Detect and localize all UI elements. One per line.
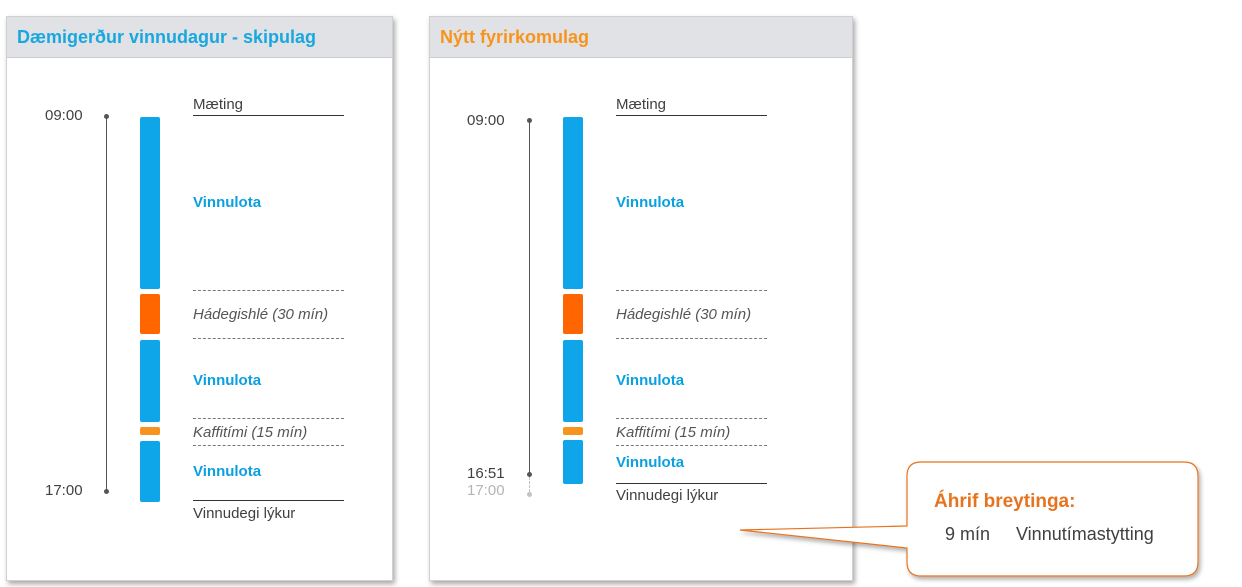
new-schedule-title: Nýtt fyrirkomulag: [430, 17, 852, 58]
callout-bubble: [740, 462, 1198, 576]
work-label-2: Vinnulota: [193, 372, 262, 389]
work-label-1: Vinnulota: [193, 194, 262, 211]
new-end-time-label: 16:51: [467, 465, 505, 482]
work-label-3: Vinnulota: [193, 463, 262, 480]
work-label-1: Vinnulota: [616, 194, 685, 211]
lunch-label: Hádegishlé (30 mín): [193, 306, 329, 323]
coffee-label: Kaffitími (15 mín): [616, 424, 731, 441]
end-label: Vinnudegi lýkur: [616, 487, 719, 504]
start-time-label: 09:00: [45, 107, 83, 124]
end-label: Vinnudegi lýkur: [193, 505, 296, 522]
start-time-label: 09:00: [467, 112, 505, 129]
old-end-time-label: 17:00: [467, 482, 505, 499]
impact-description: Vinnutímastytting: [1016, 524, 1154, 544]
coffee-label: Kaffitími (15 mín): [193, 424, 308, 441]
work-label-2: Vinnulota: [616, 372, 685, 389]
arrival-label: Mæting: [193, 96, 244, 113]
lunch-label: Hádegishlé (30 mín): [616, 306, 752, 323]
impact-value: 9 mín: [945, 524, 991, 544]
impact-title: Áhrif breytinga:: [934, 491, 1076, 512]
work-label-3: Vinnulota: [616, 454, 685, 471]
current-schedule-title: Dæmigerður vinnudagur - skipulag: [7, 17, 392, 58]
arrival-label: Mæting: [616, 96, 667, 113]
end-time-label: 17:00: [45, 482, 83, 499]
